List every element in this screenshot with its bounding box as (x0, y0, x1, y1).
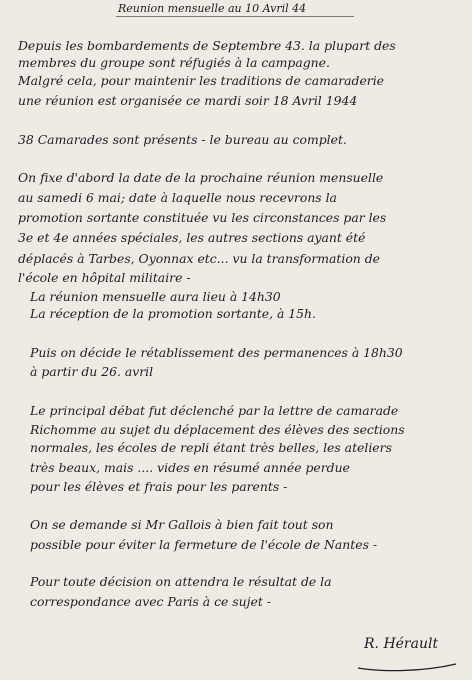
text-line: normales, les écoles de repli étant très belles, les ateliers (30, 440, 392, 455)
text-line: Depuis les bombardements de Septembre 43. la plupart des (18, 38, 396, 53)
text-line: pour les élèves et frais pour les parents - (30, 479, 288, 494)
title-underline (116, 16, 354, 17)
text-line: Malgré cela, pour maintenir les traditions de camaraderie (18, 73, 385, 88)
text-line: On fixe d'abord la date de la prochaine réunion mensuelle (18, 170, 384, 185)
text-line: membres du groupe sont réfugiés à la campagne. (18, 55, 330, 70)
text-line: La réunion mensuelle aura lieu à 14h30 (30, 289, 281, 304)
text-line: Le principal débat fut déclenché par la lettre de camarade (30, 403, 399, 418)
text-line: très beaux, mais .... vides en résumé année perdue (30, 460, 350, 475)
text-line: 3e et 4e années spéciales, les autres sections ayant été (18, 230, 366, 245)
text-line: au samedi 6 mai; date à laquelle nous recevrons la (18, 190, 337, 205)
text-line: On se demande si Mr Gallois à bien fait tout son (30, 517, 334, 532)
text-line: promotion sortante constituée vu les circonstances par les (18, 210, 387, 225)
text-line: Puis on décide le rétablissement des permanences à 18h30 (30, 345, 403, 360)
text-line: Pour toute décision on attendra le résultat de la (30, 574, 332, 589)
text-line: correspondance avec Paris à ce sujet - (30, 594, 271, 609)
text-line: déplacés à Tarbes, Oyonnax etc... vu la transformation de (18, 251, 380, 266)
signature: R. Hérault (364, 636, 439, 652)
text-line: La réception de la promotion sortante, à 15h. (30, 306, 316, 321)
text-line: Richomme au sujet du déplacement des élèves des sections (30, 422, 405, 437)
text-line: une réunion est organisée ce mardi soir 18 Avril 1944 (18, 93, 358, 108)
text-line: possible pour éviter la fermeture de l'école de Nantes - (30, 537, 378, 552)
text-line: l'école en hôpital militaire - (18, 270, 191, 285)
document-title: Reunion mensuelle au 10 Avril 44 (118, 2, 307, 15)
text-line: à partir du 26. avril (30, 364, 154, 379)
text-line: 38 Camarades sont présents - le bureau au complet. (18, 132, 347, 147)
